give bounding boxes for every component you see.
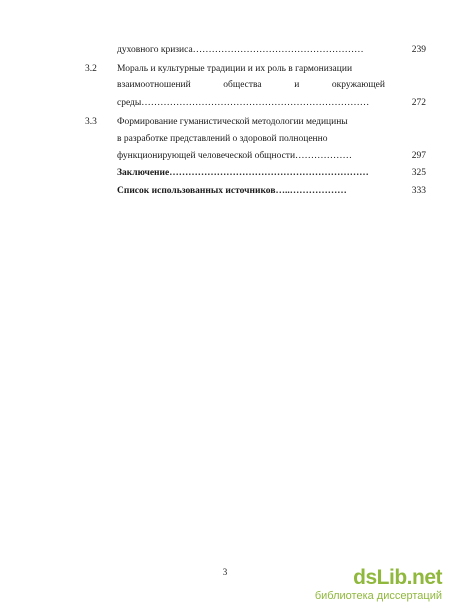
watermark-ds: ds [353,566,377,589]
watermark-logo [315,567,442,589]
toc-page-number: 239 [411,45,426,55]
toc-word: и [294,80,300,90]
toc-word: окружающей [331,80,385,90]
toc-page-number: 333 [411,186,426,196]
toc-line: Мораль и культурные традиции и их роль в гармонизации [117,64,353,74]
toc-line: духовного кризиса……………………………………………… [117,45,364,55]
watermark-subtitle: библиотека диссертаций [314,590,442,602]
toc-section-number: 3.3 [85,117,97,127]
toc-word: общества [223,80,262,90]
toc-line-justified [117,79,385,91]
toc-line-references: Список использованных источников…..……………… [117,186,347,196]
page-number: 3 [222,567,228,577]
watermark [315,567,442,603]
toc-word: взаимоотношений [117,80,191,90]
watermark-net: .net [406,566,442,589]
toc-section-number: 3.2 [85,64,97,74]
watermark-lib: Lib [376,566,407,589]
toc-line: функционирующей человеческой общности……………… [117,151,353,161]
toc-line: Формирование гуманистической методологии медицины [117,117,348,127]
toc-page-number: 325 [411,168,426,178]
toc-line-conclusion: Заключение……………………………………………………… [117,168,369,178]
toc-page-number: 272 [411,98,426,108]
toc-line: в разработке представлений о здоровой полноценно [117,134,328,144]
toc-page-number: 297 [411,151,426,161]
toc-line: среды……………………………………………………………… [117,98,370,108]
